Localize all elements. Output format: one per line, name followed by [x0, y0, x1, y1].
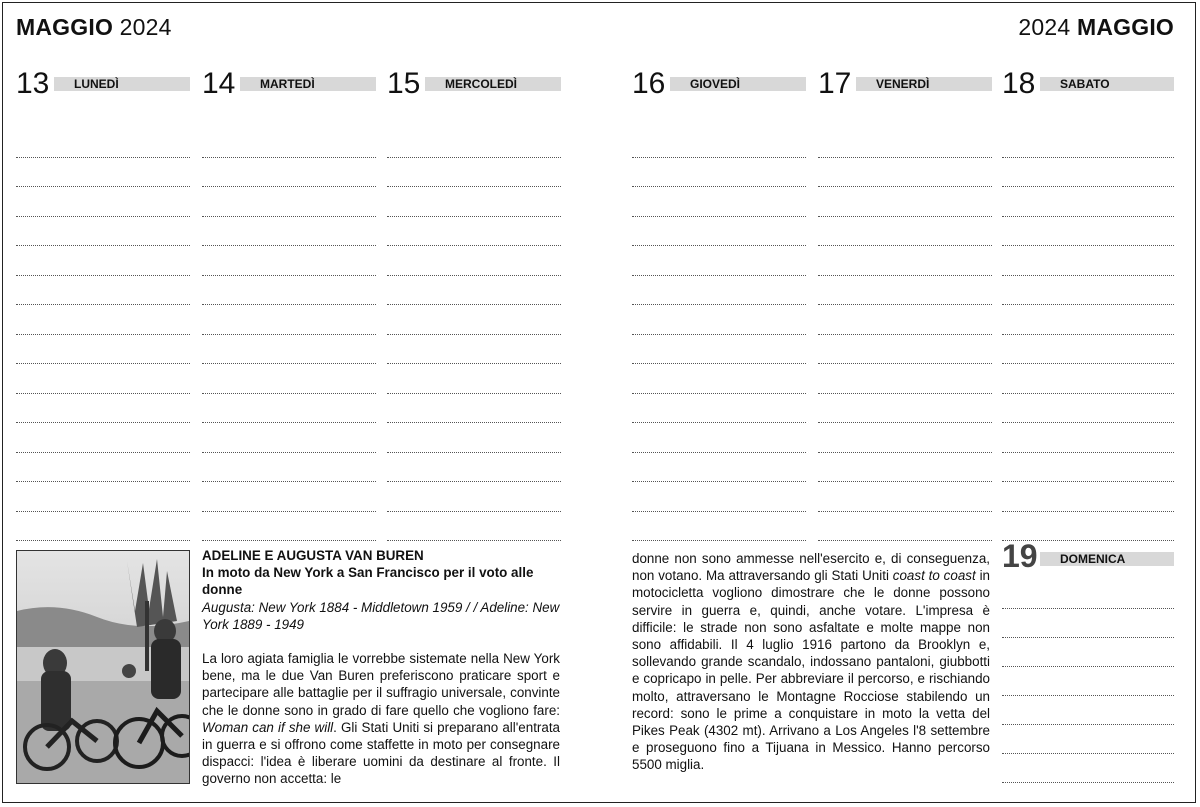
day-bar [54, 77, 190, 91]
writing-line[interactable] [202, 364, 376, 394]
writing-line[interactable] [1002, 638, 1174, 667]
writing-line[interactable] [818, 453, 992, 483]
writing-line[interactable] [818, 276, 992, 306]
writing-line[interactable] [632, 423, 806, 453]
day-number: 18 [1002, 67, 1036, 100]
writing-line[interactable] [202, 394, 376, 424]
article-paragraph-2 [632, 550, 990, 774]
writing-line[interactable] [818, 423, 992, 453]
writing-line[interactable] [387, 512, 561, 542]
writing-line[interactable] [202, 187, 376, 217]
writing-line[interactable] [202, 482, 376, 512]
writing-line[interactable] [1002, 512, 1174, 542]
writing-line[interactable] [387, 482, 561, 512]
header-month: MAGGIO [16, 14, 114, 40]
day-name: VENERDÌ [876, 77, 930, 91]
writing-line[interactable] [632, 305, 806, 335]
day-bar [670, 77, 806, 91]
writing-line[interactable] [632, 187, 806, 217]
writing-line[interactable] [1002, 423, 1174, 453]
day-number: 13 [16, 67, 50, 100]
day-number: 17 [818, 67, 852, 100]
writing-line[interactable] [387, 305, 561, 335]
writing-line[interactable] [387, 364, 561, 394]
article-right-column [632, 550, 990, 774]
day-name: MARTEDÌ [260, 77, 315, 91]
writing-line[interactable] [202, 217, 376, 247]
writing-line[interactable] [16, 335, 190, 365]
writing-line[interactable] [1002, 725, 1174, 754]
writing-line[interactable] [16, 394, 190, 424]
writing-line[interactable] [16, 158, 190, 188]
day-bar [1040, 552, 1174, 566]
writing-line[interactable] [818, 394, 992, 424]
writing-line[interactable] [1002, 246, 1174, 276]
article-left-column [202, 547, 560, 788]
writing-line[interactable] [387, 187, 561, 217]
text-run: La loro agiata famiglia le vorrebbe sistemate nella New York bene, ma le due Van Buren preferiscono praticare sport e partecipare alle battaglie per il suffragio universale, convinte che le donne sono in grado di fare quello che vogliono fare: [202, 651, 560, 718]
writing-line[interactable] [632, 512, 806, 542]
writing-line[interactable] [818, 364, 992, 394]
writing-line[interactable] [1002, 696, 1174, 725]
header-year: 2024 [119, 14, 172, 40]
writing-lines[interactable] [632, 128, 806, 541]
writing-lines[interactable] [16, 128, 190, 541]
text-run: in motocicletta vogliono dimostrare che le donne possono servire in guerra e, quindi, anche votare. L'impresa è difficile: le strade non sono asfaltate e molte mappe non sono affidabili. Il 4 luglio 1916 partono da Brooklyn e, sollevando grande scandalo, indossano pantaloni, giubbotti e copricapo in pelle. Per abbreviare il percorso, e rischiando molto, attraversano le Montagne Rocciose stabilendo un record: sono le prime a conquistare in moto la vetta del Pikes Peak (4302 mt). Arrivano a Los Angeles l'8 settembre e proseguono fino a Tijuana in Messico. Hanno percorso 5500 miglia. [632, 568, 990, 773]
writing-line[interactable] [16, 482, 190, 512]
writing-line[interactable] [818, 512, 992, 542]
writing-line[interactable] [818, 335, 992, 365]
day-number: 16 [632, 67, 666, 100]
article-subtitle: In moto da New York a San Francisco per il voto alle donne [202, 565, 534, 598]
writing-line[interactable] [632, 217, 806, 247]
article-title: ADELINE E AUGUSTA VAN BUREN [202, 548, 424, 563]
day-name: SABATO [1060, 77, 1110, 91]
writing-line[interactable] [16, 512, 190, 542]
writing-line[interactable] [1002, 187, 1174, 217]
day-number: 15 [387, 67, 421, 100]
writing-line[interactable] [818, 187, 992, 217]
writing-line[interactable] [202, 276, 376, 306]
writing-line[interactable] [202, 305, 376, 335]
writing-line[interactable] [16, 187, 190, 217]
day-bar [240, 77, 376, 91]
writing-lines[interactable] [1002, 580, 1174, 783]
writing-line[interactable] [1002, 754, 1174, 783]
header-month: MAGGIO [1076, 14, 1174, 40]
writing-line[interactable] [202, 128, 376, 158]
writing-line[interactable] [16, 453, 190, 483]
writing-line[interactable] [818, 246, 992, 276]
writing-line[interactable] [1002, 158, 1174, 188]
writing-line[interactable] [16, 364, 190, 394]
writing-line[interactable] [202, 423, 376, 453]
writing-lines[interactable] [202, 128, 376, 541]
writing-line[interactable] [16, 276, 190, 306]
writing-line[interactable] [818, 128, 992, 158]
writing-line[interactable] [632, 335, 806, 365]
writing-lines[interactable] [818, 128, 992, 541]
day-bar [856, 77, 992, 91]
writing-line[interactable] [1002, 128, 1174, 158]
writing-line[interactable] [1002, 394, 1174, 424]
writing-line[interactable] [387, 423, 561, 453]
day-number: 14 [202, 67, 236, 100]
emphasis: coast to coast [892, 568, 976, 584]
day-name: MERCOLEDÌ [445, 77, 517, 91]
writing-line[interactable] [387, 217, 561, 247]
writing-line[interactable] [632, 128, 806, 158]
writing-line[interactable] [387, 453, 561, 483]
writing-line[interactable] [632, 158, 806, 188]
day-bar [1040, 77, 1174, 91]
writing-line[interactable] [818, 482, 992, 512]
writing-line[interactable] [387, 276, 561, 306]
writing-line[interactable] [1002, 305, 1174, 335]
writing-line[interactable] [818, 158, 992, 188]
writing-line[interactable] [16, 305, 190, 335]
emphasis: Woman can if she will [202, 719, 334, 735]
article-dates: Augusta: New York 1884 - Middletown 1959 / / Adeline: New York 1889 - 1949 [202, 599, 560, 632]
motorcycle-photo-illustration [17, 551, 189, 783]
writing-lines[interactable] [1002, 128, 1174, 541]
writing-line[interactable] [16, 217, 190, 247]
writing-line[interactable] [632, 364, 806, 394]
writing-line[interactable] [387, 128, 561, 158]
vintage-photo [16, 550, 190, 784]
writing-line[interactable] [1002, 580, 1174, 609]
header-year: 2024 [1018, 14, 1071, 40]
writing-line[interactable] [202, 512, 376, 542]
writing-line[interactable] [16, 423, 190, 453]
day-name: DOMENICA [1060, 552, 1126, 566]
writing-line[interactable] [16, 128, 190, 158]
writing-line[interactable] [632, 482, 806, 512]
writing-line[interactable] [387, 335, 561, 365]
writing-line[interactable] [1002, 276, 1174, 306]
writing-line[interactable] [387, 246, 561, 276]
header-left [16, 14, 172, 41]
writing-line[interactable] [1002, 482, 1174, 512]
day-bar [425, 77, 561, 91]
writing-line[interactable] [632, 276, 806, 306]
writing-line[interactable] [202, 335, 376, 365]
text-run: . Gli Stati Uniti si preparano all'entrata in guerra e si offrono come staffette in moto per consegnare dispacci: l'idea è liberare uomini da destinare al fronte. Il governo non accetta: le [202, 719, 560, 787]
writing-line[interactable] [632, 453, 806, 483]
writing-line[interactable] [387, 394, 561, 424]
writing-line[interactable] [818, 217, 992, 247]
writing-line[interactable] [1002, 453, 1174, 483]
writing-line[interactable] [632, 246, 806, 276]
writing-line[interactable] [387, 158, 561, 188]
writing-line[interactable] [16, 246, 190, 276]
header-right [1018, 14, 1174, 41]
writing-lines[interactable] [387, 128, 561, 541]
writing-line[interactable] [632, 394, 806, 424]
writing-line[interactable] [1002, 609, 1174, 638]
writing-line[interactable] [818, 305, 992, 335]
day-name: GIOVEDÌ [690, 77, 741, 91]
day-name: LUNEDÌ [74, 77, 119, 91]
writing-line[interactable] [1002, 217, 1174, 247]
writing-line[interactable] [202, 453, 376, 483]
day-number: 19 [1002, 538, 1038, 574]
article-paragraph-1 [202, 650, 560, 788]
writing-line[interactable] [1002, 335, 1174, 365]
writing-line[interactable] [1002, 364, 1174, 394]
writing-line[interactable] [1002, 667, 1174, 696]
writing-line[interactable] [202, 158, 376, 188]
writing-line[interactable] [202, 246, 376, 276]
text-run: donne non sono ammesse nell'esercito e, di conseguenza, non votano. Ma attraversando gli Stati Uniti [632, 551, 990, 584]
